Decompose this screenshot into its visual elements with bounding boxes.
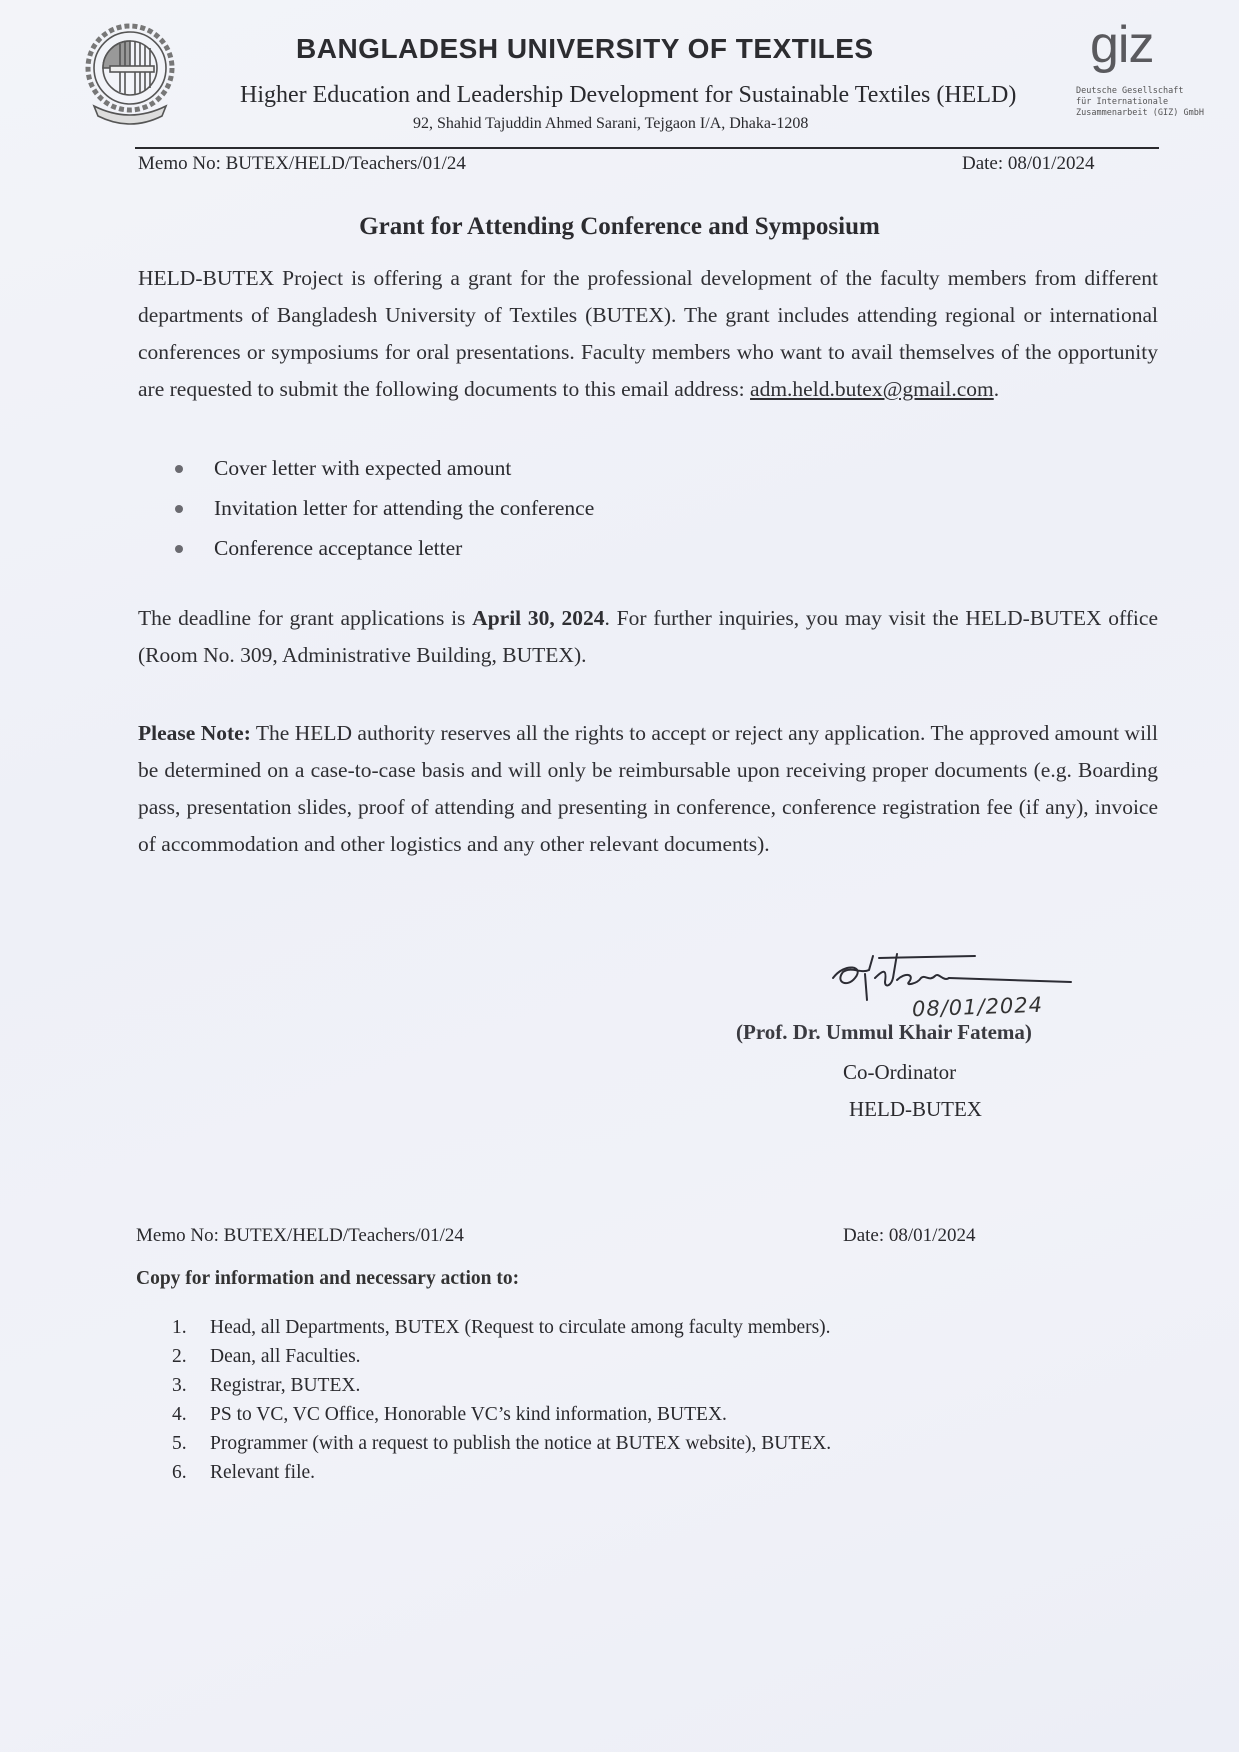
list-item [172, 1400, 831, 1429]
note-text: The HELD authority reserves all the rights to accept or reject any application. The approved amount will be determined on a case-to-case basis and will only be reimbursable upon receiving proper documents (e.g. Boarding pass, presentation slides, proof of attending and presenting in conference, conference registration fee (if any), invoice of accommodation and other logistics and any other relevant documents). [138, 721, 1159, 856]
list-item [172, 1429, 831, 1458]
document-title: Grant for Attending Conference and Symposium [359, 213, 880, 240]
giz-line-1: Deutsche Gesellschaft [1076, 86, 1184, 96]
header-divider [135, 147, 1159, 149]
copy-heading: Copy for information and necessary action to: [136, 1268, 520, 1289]
email-link[interactable]: adm.held.butex@gmail.com [750, 377, 994, 401]
intro-paragraph [138, 260, 1158, 408]
item-text: Relevant file. [210, 1462, 316, 1483]
item-number: 4. [172, 1404, 187, 1425]
butex-emblem-icon [80, 20, 180, 132]
item-number: 1. [172, 1317, 187, 1338]
deadline-suffix: . For further inquiries, you may visit the HELD-BUTEX office (Room No. 309, Administrative Building, BUTEX). [138, 606, 1158, 667]
list-item [172, 1371, 831, 1400]
giz-mark: giz [1090, 16, 1154, 74]
documents-list [172, 448, 594, 568]
address: 92, Shahid Tajuddin Ahmed Sarani, Tejgaon I/A, Dhaka-1208 [413, 115, 809, 132]
item-text: Programmer (with a request to publish the notice at BUTEX website), BUTEX. [210, 1433, 832, 1454]
deadline-date: April 30, 2024 [472, 606, 605, 630]
giz-logo [1090, 16, 1170, 74]
item-text: Head, all Departments, BUTEX (Request to circulate among faculty members). [210, 1317, 831, 1338]
signature-date: 08/01/2024 [911, 992, 1044, 1022]
intro-text: HELD-BUTEX Project is offering a grant for the professional development of the faculty members from different departments of Bangladesh University of Textiles (BUTEX). The grant includes attending regional or international conferences or symposiums for oral presentations. Faculty members who want to avail themselves of the opportunity are requested to submit the following documents to this email address: [138, 266, 1158, 401]
item-number: 6. [172, 1462, 187, 1483]
item-text: Dean, all Faculties. [210, 1346, 361, 1367]
memo-number: Memo No: BUTEX/HELD/Teachers/01/24 [138, 153, 466, 174]
note-label: Please Note: [138, 721, 251, 745]
university-name: BANGLADESH UNIVERSITY OF TEXTILES [296, 33, 874, 64]
copy-memo-number: Memo No: BUTEX/HELD/Teachers/01/24 [136, 1225, 464, 1246]
signatory-role: Co-Ordinator [843, 1060, 957, 1084]
signatory-organization: HELD-BUTEX [849, 1097, 982, 1121]
memo-date: Date: 08/01/2024 [962, 153, 1095, 174]
item-text: PS to VC, VC Office, Honorable VC’s kind information, BUTEX. [210, 1404, 727, 1425]
giz-line-3: Zusammenarbeit (GIZ) GmbH [1076, 108, 1204, 118]
project-name: Higher Education and Leadership Development for Sustainable Textiles (HELD) [240, 82, 1017, 108]
copy-memo-date: Date: 08/01/2024 [843, 1225, 976, 1246]
deadline-prefix: The deadline for grant applications is [138, 606, 473, 630]
item-text: Registrar, BUTEX. [210, 1375, 361, 1396]
list-item: Cover letter with expected amount [172, 448, 594, 488]
deadline-paragraph [138, 600, 1158, 674]
list-item [172, 1313, 831, 1342]
list-item [172, 1342, 831, 1371]
intro-end: . [993, 377, 1000, 401]
item-number: 2. [172, 1346, 187, 1367]
item-number: 5. [172, 1433, 187, 1454]
recipients-list [172, 1313, 831, 1487]
list-item [172, 1458, 831, 1487]
signatory-name: (Prof. Dr. Ummul Khair Fatema) [736, 1020, 1032, 1044]
item-number: 3. [172, 1375, 187, 1396]
giz-subtitle [1076, 86, 1204, 119]
giz-line-2: für Internationale [1076, 97, 1169, 107]
note-paragraph [138, 715, 1158, 863]
list-item: Invitation letter for attending the conference [172, 488, 594, 528]
list-item: Conference acceptance letter [172, 528, 594, 568]
